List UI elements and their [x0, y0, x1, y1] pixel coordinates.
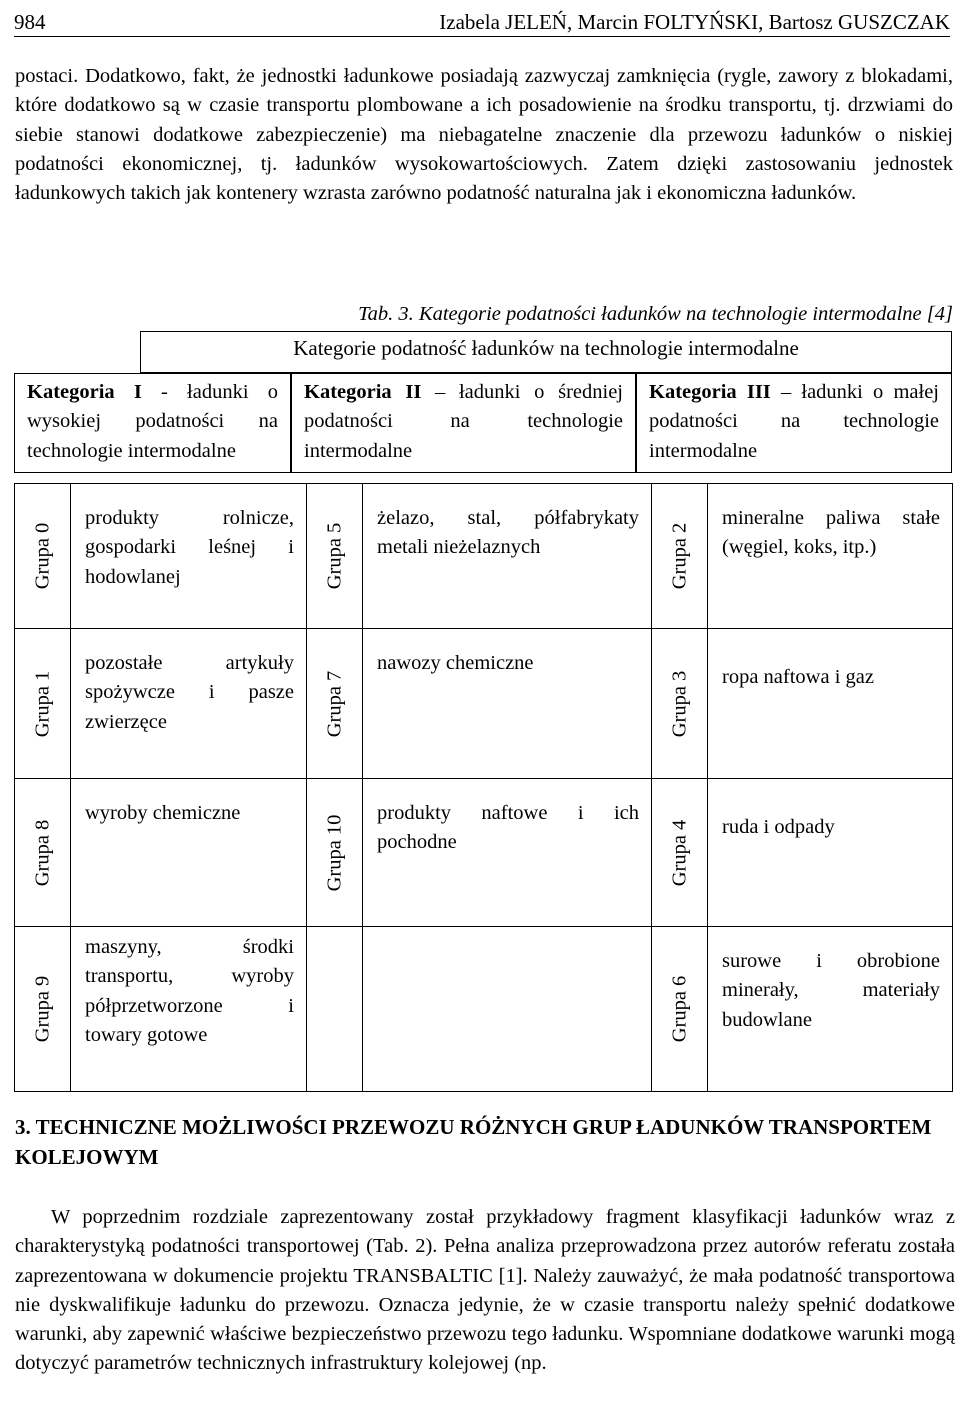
group-content: nawozy chemiczne — [363, 629, 652, 779]
group-label: Grupa 8 — [30, 819, 53, 886]
group-label: Grupa 10 — [322, 814, 345, 891]
page-number: 984 — [14, 10, 46, 34]
category-description: – ładunki o średniej podatności na technologie intermodalne — [304, 381, 623, 462]
group-label: Grupa 6 — [667, 975, 690, 1043]
group-label: Grupa 7 — [322, 670, 345, 737]
category-1-header — [14, 373, 291, 473]
group-label-cell — [307, 629, 363, 779]
section-heading: 3. TECHNICZNE MOŻLIWOŚCI PRZEWOZU RÓŻNYCH GRUP ŁADUNKÓW TRANSPORTEM KOLEJOWYM — [15, 1115, 932, 1169]
running-header — [14, 6, 950, 37]
authors: Izabela JELEŃ, Marcin FOLTYŃSKI, Bartosz GUSZCZAK — [439, 10, 950, 34]
table-title: Kategorie podatność ładunków na technologie intermodalne — [140, 331, 952, 373]
group-content: żelazo, stal, półfabrykaty metali nieżelaznych — [363, 484, 652, 629]
group-label: Grupa 1 — [30, 670, 53, 737]
group-label-cell — [307, 779, 363, 927]
group-label-cell — [15, 779, 71, 927]
category-3-header — [636, 373, 952, 473]
group-content: wyroby chemiczne — [71, 779, 307, 927]
group-label-cell — [652, 629, 708, 779]
group-label: Grupa 4 — [667, 819, 690, 886]
category-description: - ładunki o wysokiej podatności na technologie intermodalne — [27, 381, 278, 462]
table-row — [15, 779, 953, 927]
group-content: ropa naftowa i gaz — [708, 629, 953, 779]
group-label-cell — [652, 484, 708, 629]
group-label: Grupa 3 — [667, 670, 690, 737]
table-caption: Tab. 3. Kategorie podatności ładunków na technologie intermodalne [4] — [358, 303, 953, 325]
table-row — [15, 484, 953, 629]
table-row — [15, 927, 953, 1092]
group-label-cell — [15, 629, 71, 779]
group-content: produkty naftowe i ich pochodne — [363, 779, 652, 927]
group-content: produkty rolnicze, gospodarki leśnej i hodowlanej — [71, 484, 307, 629]
group-content: ruda i odpady — [708, 779, 953, 927]
group-label: Grupa 2 — [667, 522, 690, 590]
empty-cell — [307, 927, 363, 1092]
group-content: mineralne paliwa stałe (węgiel, koks, itp.) — [708, 484, 953, 629]
paragraph-section-3: W poprzednim rozdziale zaprezentowany został przykładowy fragment klasyfikacji ładunków wraz z charakterystyką podatności transportowej (Tab. 2). Pełna analiza przeprowadzona przez autorów referatu została zaprezentowana w dokumencie projektu TRANSBALTIC [1]. Należy zauważyć, że mała podatność transportowa nie dyskwalifikuje ładunku do przewozu. Oznacza jedynie, że w czasie transportu należy spełnić dodatkowe warunki, aby zapewnić właściwe bezpieczeństwo przewozu tego ładunku. Wspomniane dodatkowe warunki mogą dotyczyć parametrów technicznych infrastruktury kolejowej (np. — [15, 1206, 955, 1375]
category-label: Kategoria III — [649, 381, 771, 403]
group-label: Grupa 5 — [322, 522, 345, 590]
category-label: Kategoria II — [304, 381, 422, 403]
group-label-cell — [15, 927, 71, 1092]
group-content: maszyny, środki transportu, wyroby półprzetworzone i towary gotowe — [71, 927, 307, 1092]
category-description: – ładunki o małej podatności na technologie intermodalne — [649, 381, 939, 462]
category-2-header — [291, 373, 636, 473]
group-label: Grupa 0 — [30, 522, 53, 590]
table-row — [15, 629, 953, 779]
group-content: surowe i obrobione minerały, materiały budowlane — [708, 927, 953, 1092]
group-label-cell — [652, 927, 708, 1092]
paragraph-intro: postaci. Dodatkowo, fakt, że jednostki ładunkowe posiadają zazwyczaj zamknięcia (rygle, zawory z blokadami, które dodatkowo są w czasie transportu plombowane a ich posadowienie na środku transportu, tj. drzwiami do siebie stanowi dodatkowe zabezpieczenie) ma niebagatelne znaczenie dla przewozu ładunków o niskiej podatności ekonomicznej, tj. ładunków wysokowartościowych. Zatem dzięki zastosowaniu jednostek ładunkowych takich jak kontenery wzrasta zarówno podatność naturalna jak i ekonomiczna ładunków. — [15, 65, 953, 205]
group-label-cell — [15, 484, 71, 629]
group-label: Grupa 9 — [30, 975, 53, 1043]
group-content: pozostałe artykuły spożywcze i pasze zwierzęce — [71, 629, 307, 779]
group-label-cell — [307, 484, 363, 629]
group-label-cell — [652, 779, 708, 927]
group-table — [14, 483, 953, 1092]
empty-cell — [363, 927, 652, 1092]
category-label: Kategoria I — [27, 381, 142, 403]
